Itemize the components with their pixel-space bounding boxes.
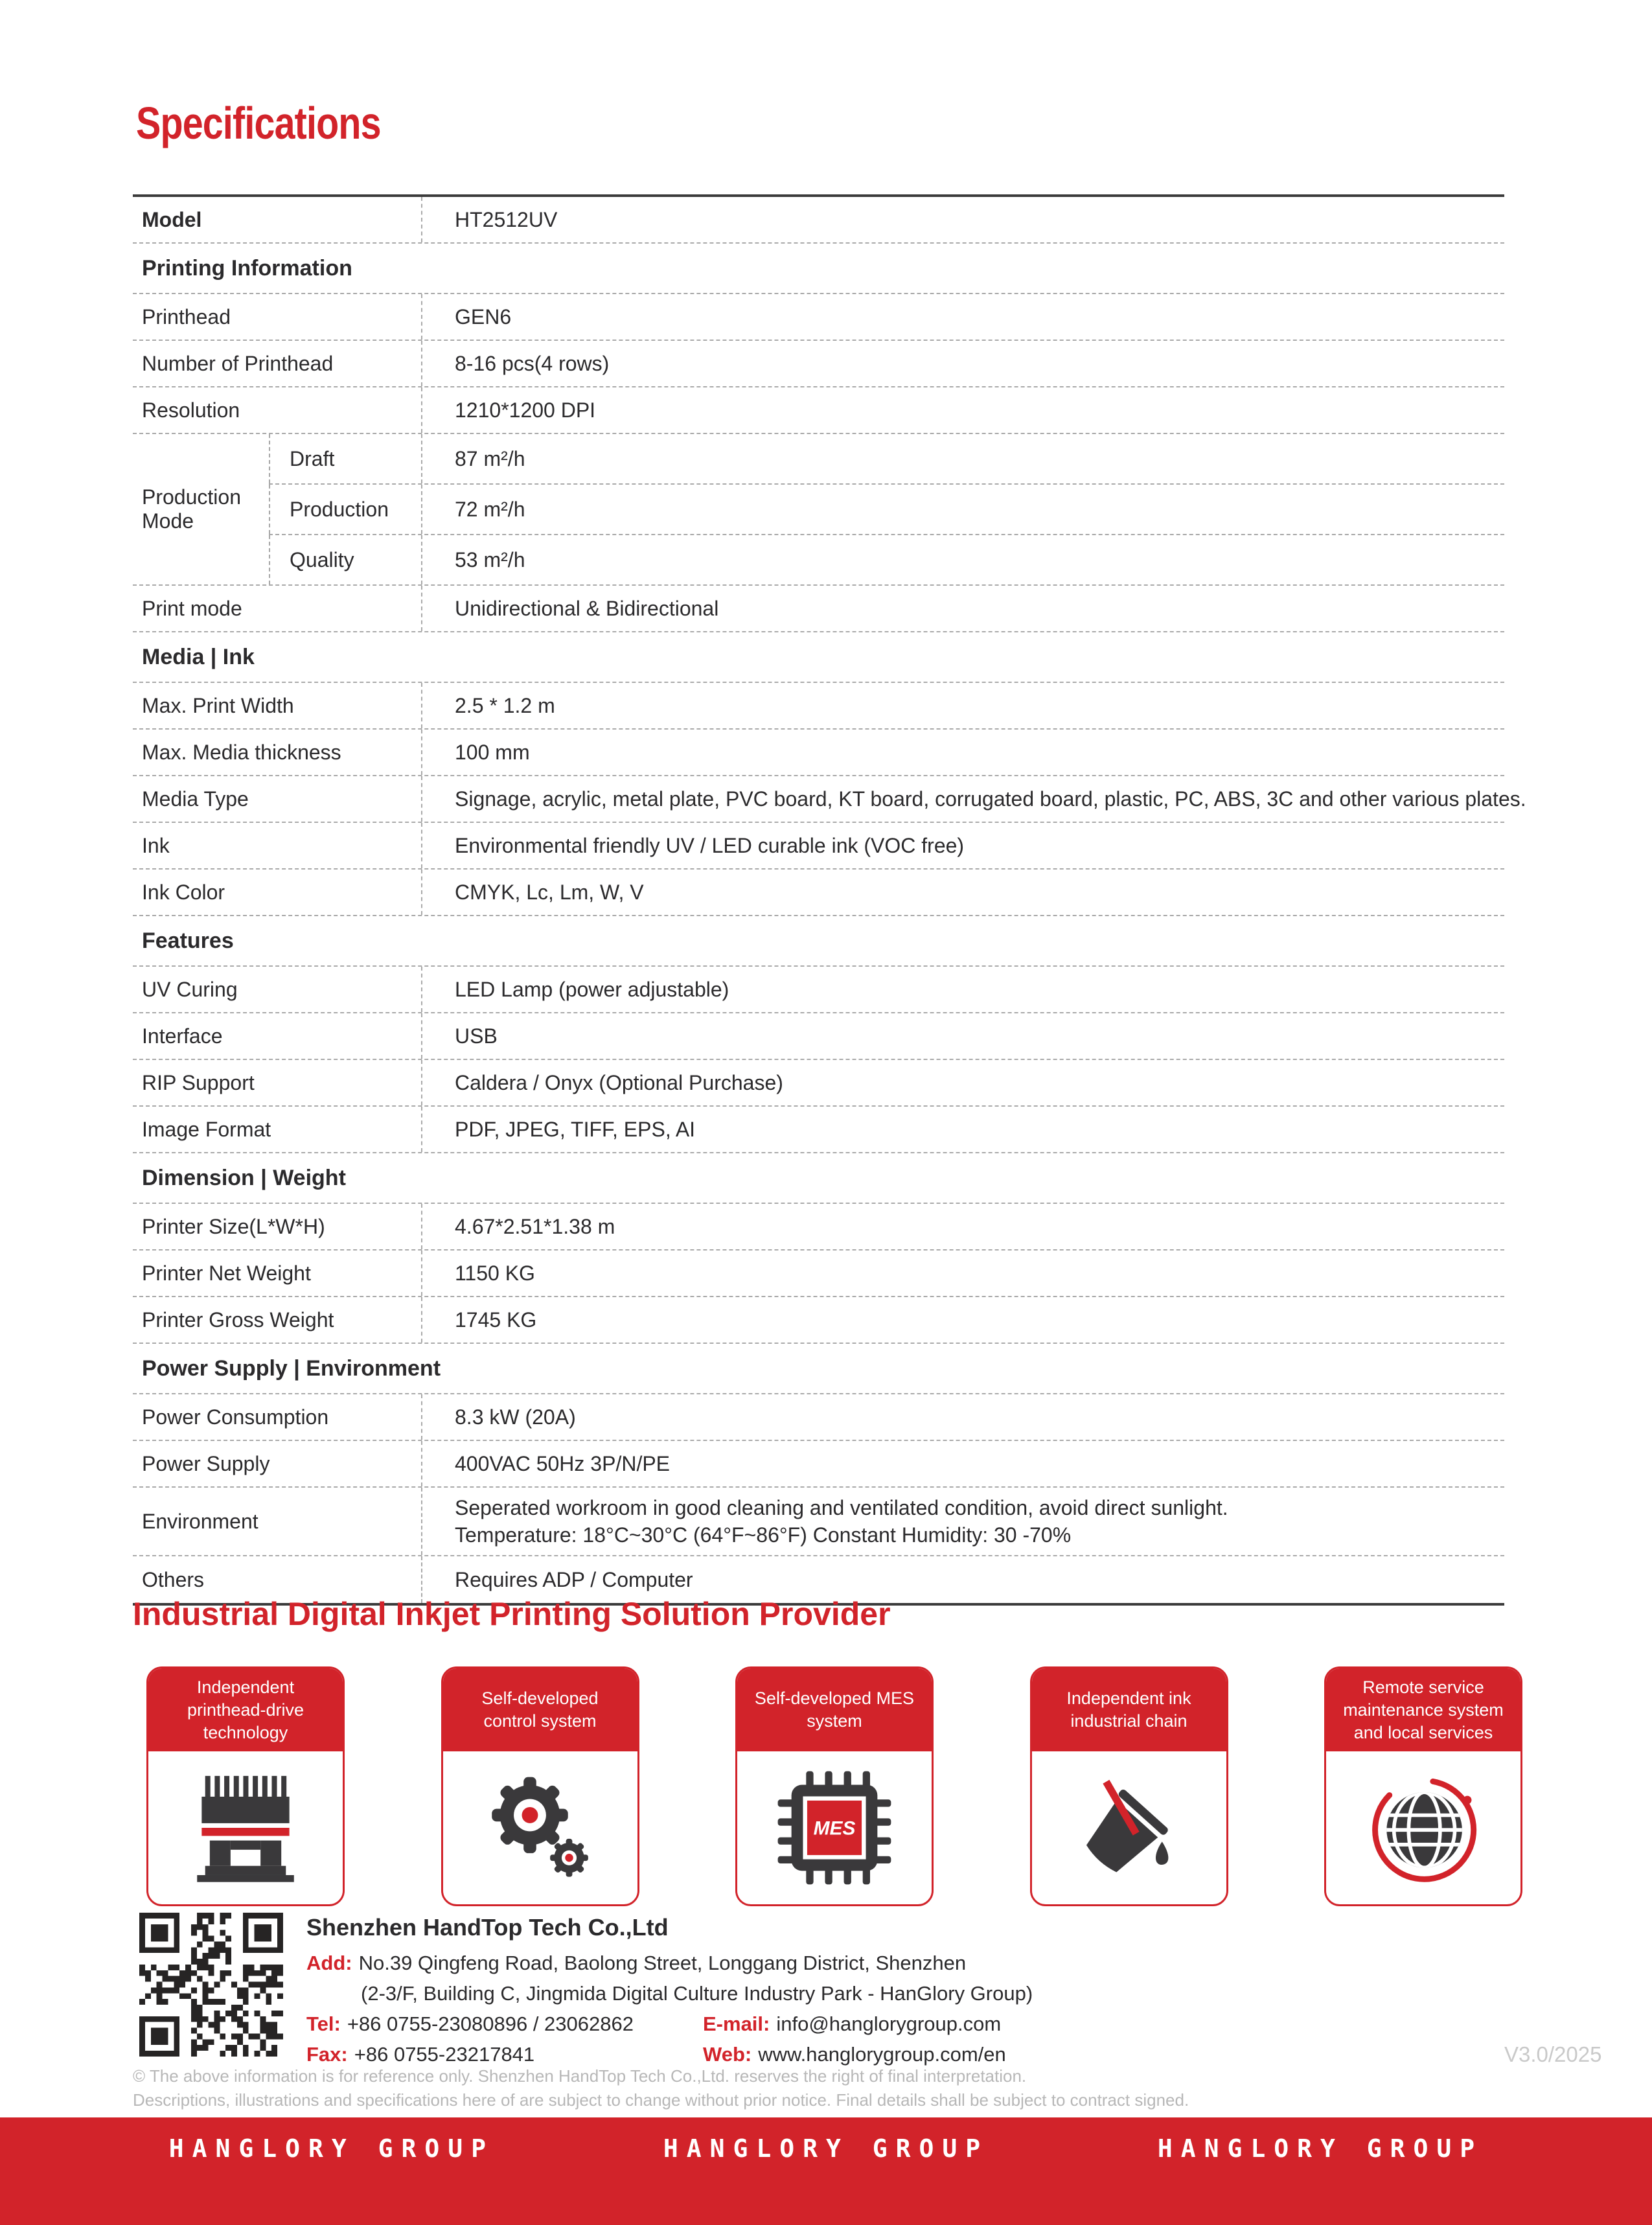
row-label: Print mode <box>142 596 242 620</box>
company-info <box>306 1913 1033 2069</box>
qr-code <box>139 1913 283 2057</box>
email-label: E-mail: <box>703 2012 770 2035</box>
row-value: PDF, JPEG, TIFF, EPS, AI <box>421 1107 1504 1152</box>
row-value: Requires ADP / Computer <box>421 1556 1504 1603</box>
sub-row-value: 72 m²/h <box>421 485 1504 534</box>
spec-section-row <box>133 244 1504 294</box>
company-name: Shenzhen HandTop Tech Co.,Ltd <box>306 1914 669 1941</box>
row-value: Caldera / Onyx (Optional Purchase) <box>421 1060 1504 1105</box>
tel-email-line <box>306 2009 1033 2039</box>
spec-row <box>133 1013 1504 1060</box>
address-line <box>306 1948 1033 1978</box>
solution-card-icon-area <box>443 1751 637 1904</box>
spec-sub-row <box>269 535 1504 584</box>
spec-row <box>133 197 1504 244</box>
spec-row <box>133 1441 1504 1488</box>
group-row-label: Production Mode <box>142 485 241 533</box>
ink-bucket-icon <box>1072 1770 1187 1885</box>
spec-table <box>133 194 1526 1606</box>
spec-row <box>133 870 1504 916</box>
solution-card-mes-system <box>735 1666 934 1906</box>
spec-group-row <box>133 434 1504 586</box>
row-value: 400VAC 50Hz 3P/N/PE <box>421 1441 1504 1486</box>
qr-code-pattern <box>139 1913 283 2057</box>
row-value: Signage, acrylic, metal plate, PVC board, KT board, corrugated board, plastic, PC, ABS, 3C and other various plates. <box>421 776 1526 822</box>
web-value: www.hanglorygroup.com/en <box>758 2043 1006 2066</box>
solution-card-title: Remote service maintenance system and local services <box>1326 1668 1520 1751</box>
solution-card-title: Independent ink industrial chain <box>1032 1668 1226 1751</box>
footer-brand-band <box>0 2117 1652 2225</box>
row-value: HT2512UV <box>421 197 1504 242</box>
globe-icon <box>1366 1770 1481 1885</box>
row-label: Ink <box>142 833 170 857</box>
section-label: Media | Ink <box>142 644 255 669</box>
row-label: Environment <box>142 1509 258 1533</box>
tel-value: +86 0755-23080896 / 23062862 <box>347 2012 634 2035</box>
spec-row <box>133 341 1504 387</box>
sub-row-label: Draft <box>269 434 421 483</box>
sub-row-value: 53 m²/h <box>421 535 1504 584</box>
address-value-line2: (2-3/F, Building C, Jingmida Digital Culture Industry Park - HanGlory Group) <box>361 1982 1033 2005</box>
row-label: Printhead <box>142 305 231 329</box>
spec-row <box>133 387 1504 434</box>
fax-label: Fax: <box>306 2043 348 2066</box>
solutions-heading: Industrial Digital Inkjet Printing Solution Provider <box>133 1596 891 1632</box>
section-label: Features <box>142 928 234 953</box>
row-value: GEN6 <box>421 294 1504 340</box>
solution-card-control-system <box>441 1666 639 1906</box>
mes-chip-icon <box>777 1770 892 1885</box>
row-label: Printer Size(L*W*H) <box>142 1214 325 1238</box>
legal-line1: © The above information is for reference only. Shenzhen HandTop Tech Co.,Ltd. reserves the right of final interpretation. <box>133 2066 1027 2086</box>
address-value-line1: No.39 Qingfeng Road, Baolong Street, Longgang District, Shenzhen <box>358 1952 967 1974</box>
row-value: 8-16 pcs(4 rows) <box>421 341 1504 386</box>
tel-label: Tel: <box>306 2012 341 2035</box>
section-label: Power Supply | Environment <box>142 1355 441 1381</box>
gears-icon <box>483 1770 598 1885</box>
row-label: Interface <box>142 1024 223 1048</box>
solution-cards <box>146 1666 1522 1906</box>
spec-row <box>133 683 1504 730</box>
mes-chip-label: MES <box>813 1817 856 1839</box>
row-value: USB <box>421 1013 1504 1059</box>
solution-card-title: Self-developed MES system <box>737 1668 932 1751</box>
row-label: UV Curing <box>142 977 238 1001</box>
spec-row <box>133 776 1526 823</box>
solution-card-title: Independent printhead-drive technology <box>148 1668 343 1751</box>
email-entry <box>703 2009 1001 2039</box>
printhead-icon <box>188 1770 303 1885</box>
solution-card-icon-area <box>1326 1751 1520 1904</box>
row-value: 1745 KG <box>421 1297 1504 1343</box>
row-value: CMYK, Lc, Lm, W, V <box>421 870 1504 915</box>
row-label: Number of Printhead <box>142 351 334 375</box>
spec-sub-row <box>269 485 1504 535</box>
row-label: Others <box>142 1567 205 1591</box>
row-value: Unidirectional & Bidirectional <box>421 586 1504 631</box>
solution-card-printhead <box>146 1666 345 1906</box>
row-value-line: Temperature: 18°C~30°C (64°F~86°F) Constant Humidity: 30 -70% <box>455 1523 1072 1547</box>
row-value-line: Seperated workroom in good cleaning and ventilated condition, avoid direct sunlight. <box>455 1496 1228 1519</box>
row-value: Environmental friendly UV / LED curable ink (VOC free) <box>421 823 1504 868</box>
row-value <box>421 1488 1504 1555</box>
spec-row <box>133 1107 1504 1153</box>
row-value: 1210*1200 DPI <box>421 387 1504 433</box>
fax-value: +86 0755-23217841 <box>354 2043 535 2066</box>
row-label: Media Type <box>142 787 249 811</box>
tel-entry <box>306 2009 703 2039</box>
row-label: Ink Color <box>142 880 225 904</box>
solution-card-ink-chain <box>1030 1666 1228 1906</box>
legal-note <box>133 2064 1189 2112</box>
spec-row <box>133 730 1504 776</box>
solution-card-title: Self-developed control system <box>443 1668 637 1751</box>
row-value: 1150 KG <box>421 1251 1504 1296</box>
spec-row <box>133 1394 1504 1441</box>
row-label: Resolution <box>142 398 240 422</box>
legal-line2: Descriptions, illustrations and specifications here of are subject to change without prior notice. Final details shall be subject to contract signed. <box>133 2090 1189 2110</box>
page-title: Specifications <box>136 98 381 148</box>
row-label: Printer Net Weight <box>142 1261 311 1285</box>
row-value: LED Lamp (power adjustable) <box>421 967 1504 1012</box>
row-label: RIP Support <box>142 1070 255 1094</box>
sub-row-label: Quality <box>269 535 421 584</box>
sub-row-label: Production <box>269 485 421 534</box>
footer-brand-text: HANGLORY GROUP <box>1157 2134 1484 2163</box>
web-label: Web: <box>703 2043 752 2066</box>
solution-card-remote-service <box>1324 1666 1522 1906</box>
email-value: info@hanglorygroup.com <box>776 2012 1002 2035</box>
footer-brand-text: HANGLORY GROUP <box>168 2134 495 2163</box>
row-label: Image Format <box>142 1117 271 1141</box>
row-label: Power Supply <box>142 1451 270 1475</box>
sub-row-value: 87 m²/h <box>421 434 1504 483</box>
spec-row <box>133 1060 1504 1107</box>
solution-card-icon-area <box>148 1751 343 1904</box>
row-value: 4.67*2.51*1.38 m <box>421 1204 1504 1249</box>
spec-row <box>133 823 1504 870</box>
section-label: Dimension | Weight <box>142 1165 346 1190</box>
row-label: Power Consumption <box>142 1405 329 1429</box>
spec-row <box>133 1297 1504 1344</box>
solution-card-icon-area <box>1032 1751 1226 1904</box>
spec-section-row <box>133 916 1504 967</box>
section-label: Printing Information <box>142 255 352 281</box>
row-label: Model <box>142 207 202 231</box>
spec-row <box>133 1251 1504 1297</box>
version-label: V3.0/2025 <box>1504 2042 1602 2066</box>
row-label: Max. Print Width <box>142 693 294 717</box>
spec-row <box>133 586 1504 632</box>
row-label: Max. Media thickness <box>142 740 341 764</box>
spec-sub-row <box>269 434 1504 485</box>
spec-section-row <box>133 632 1504 683</box>
footer-brand-text: HANGLORY GROUP <box>663 2134 989 2163</box>
row-label: Printer Gross Weight <box>142 1308 334 1332</box>
spec-row <box>133 1488 1504 1556</box>
company-block <box>139 1913 1033 2069</box>
group-sub-rows <box>269 434 1504 584</box>
spec-row <box>133 294 1504 341</box>
spec-row <box>133 1204 1504 1251</box>
row-value: 2.5 * 1.2 m <box>421 683 1504 728</box>
address-label: Add: <box>306 1952 352 1974</box>
row-value: 8.3 kW (20A) <box>421 1394 1504 1440</box>
solution-card-icon-area <box>737 1751 932 1904</box>
row-value: 100 mm <box>421 730 1504 775</box>
spec-section-row <box>133 1344 1504 1394</box>
spec-section-row <box>133 1153 1504 1204</box>
spec-row <box>133 967 1504 1013</box>
